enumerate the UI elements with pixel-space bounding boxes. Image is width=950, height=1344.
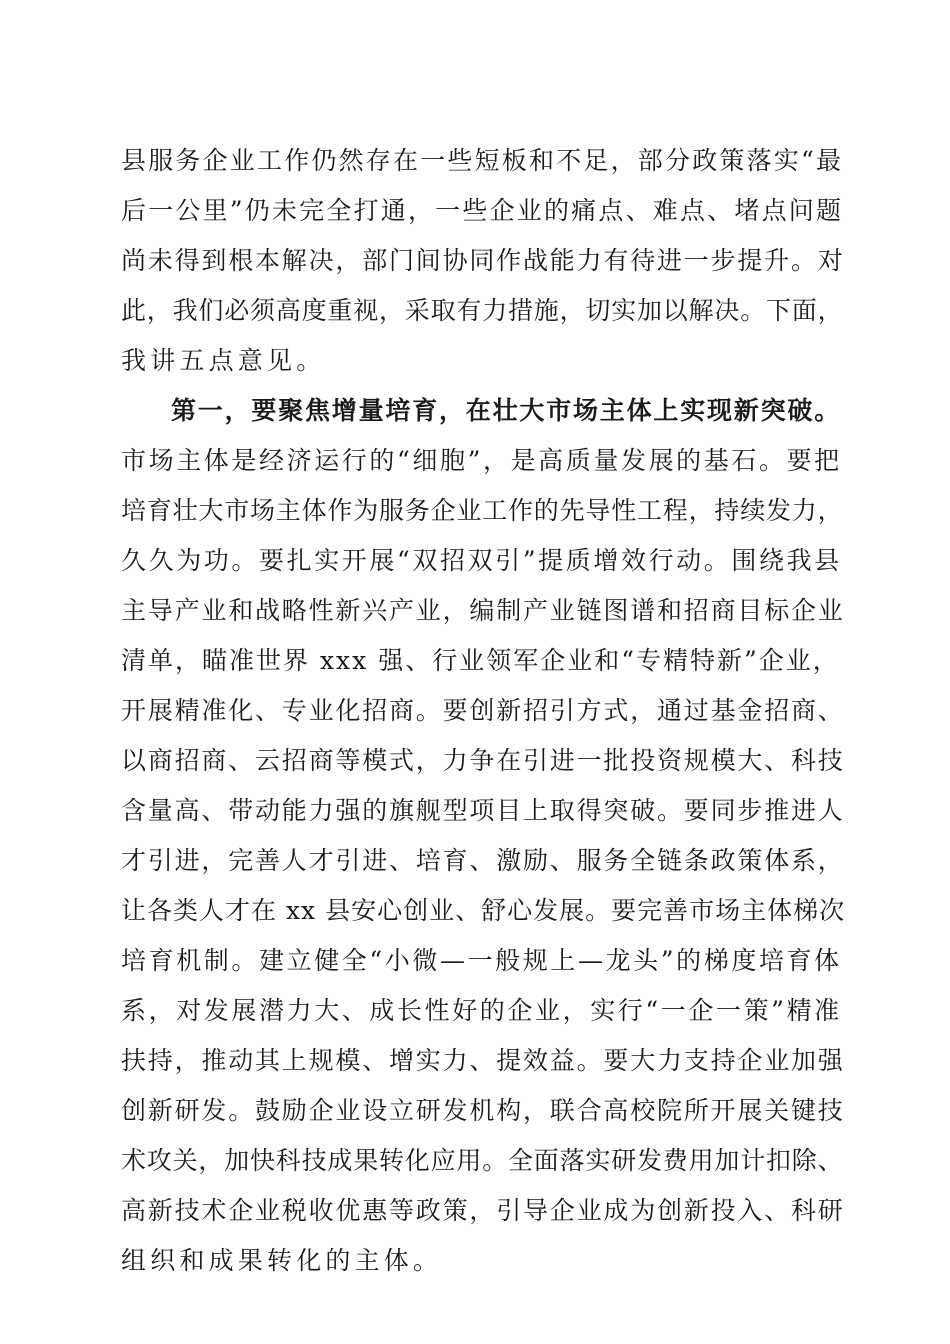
intro-line-4: 此，我们必须高度重视，采取有力措施，切实加以解决。下面， bbox=[121, 296, 844, 325]
body-line: 以商招商、云招商等模式，力争在引进一批投资规模大、科技 bbox=[121, 746, 845, 775]
body-line: 含量高、带动能力强的旗舰型项目上取得突破。要同步推进人 bbox=[121, 796, 845, 825]
intro-line-3: 尚未得到根本解决，部门间协同作战能力有待进一步提升。对 bbox=[121, 246, 845, 275]
body-line: 培育机制。建立健全“小微—一般规上—龙头”的梯度培育体 bbox=[121, 946, 842, 975]
body-line: 开展精准化、专业化招商。要创新招引方式，通过基金招商、 bbox=[121, 696, 845, 725]
body-line: 才引进，完善人才引进、培育、激励、服务全链条政策体系， bbox=[121, 846, 845, 875]
body-line: 组织和成果转化的主体。 bbox=[121, 1246, 443, 1275]
body-line: 术攻关，加快科技成果转化应用。全面落实研发费用加计扣除、 bbox=[121, 1146, 844, 1175]
section-heading: 第一，要聚焦增量培育，在壮大市场主体上实现新突破。 bbox=[171, 396, 842, 425]
body-line: 培育壮大市场主体作为服务企业工作的先导性工程，持续发力， bbox=[121, 496, 844, 525]
body-line: 创新研发。鼓励企业设立研发机构，联合高校院所开展关键技 bbox=[121, 1096, 845, 1125]
intro-line-2: 后一公里”仍未完全打通，一些企业的痛点、难点、堵点问题 bbox=[121, 196, 844, 225]
body-line: 扶持，推动其上规模、增实力、提效益。要大力支持企业加强 bbox=[121, 1046, 845, 1075]
body-line: 让各类人才在 xx 县安心创业、舒心发展。要完善市场主体梯次 bbox=[121, 896, 846, 925]
body-line: 系，对发展潜力大、成长性好的企业，实行“一企一策”精准 bbox=[121, 996, 842, 1025]
intro-line-1: 县服务企业工作仍然存在一些短板和不足，部分政策落实“最 bbox=[121, 146, 844, 175]
body-line: 市场主体是经济运行的“细胞”，是高质量发展的基石。要把 bbox=[121, 446, 842, 475]
body-line: 主导产业和战略性新兴产业，编制产业链图谱和招商目标企业 bbox=[121, 596, 845, 625]
intro-line-5: 我讲五点意见。 bbox=[121, 346, 326, 375]
body-line: 清单，瞄准世界 xxx 强、行业领军企业和“专精特新”企业， bbox=[121, 646, 840, 675]
body-line: 高新技术企业税收优惠等政策，引导企业成为创新投入、科研 bbox=[121, 1196, 845, 1225]
body-line: 久久为功。要扎实开展“双招双引”提质增效行动。围绕我县 bbox=[121, 546, 842, 575]
